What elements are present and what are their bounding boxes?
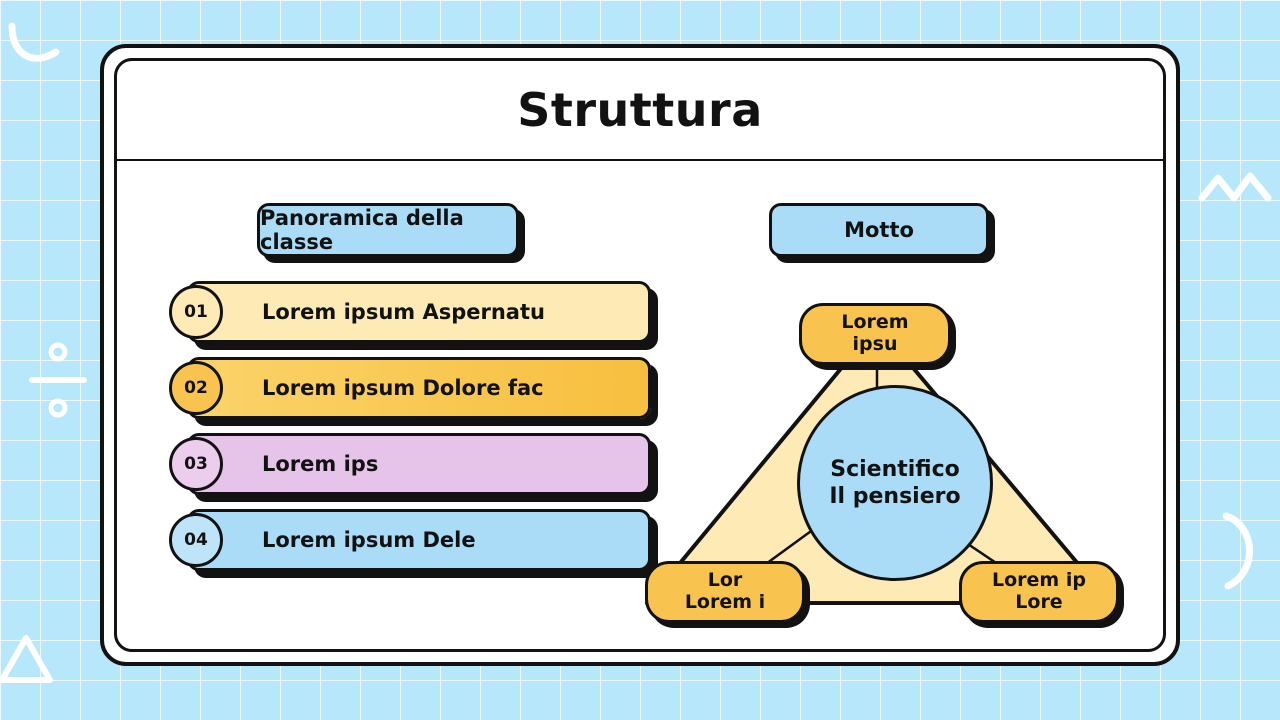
slide-inner xyxy=(114,58,1166,652)
list-item[interactable] xyxy=(169,357,669,419)
triangle-node-left[interactable] xyxy=(645,561,805,623)
list-item[interactable] xyxy=(169,509,669,571)
list-item-number: 03 xyxy=(169,437,223,491)
page-title: Struttura xyxy=(517,83,763,137)
list-item-label: Lorem ipsum Dele xyxy=(262,528,476,552)
list-item-number: 01 xyxy=(169,285,223,339)
arc-doodle-icon xyxy=(8,22,64,68)
triangle-node-top-line1: Lorem xyxy=(841,311,909,334)
list-item-label: Lorem ips xyxy=(262,452,379,476)
slide-frame xyxy=(100,44,1180,666)
triangle-diagram xyxy=(637,273,1157,652)
list-item-number: 04 xyxy=(169,513,223,567)
list-item-label: Lorem ipsum Aspernatu xyxy=(262,300,545,324)
triangle-node-right-line2: Lore xyxy=(1015,591,1063,613)
arc-right-doodle-icon xyxy=(1212,510,1270,592)
triangle-node-center-line2: Il pensiero xyxy=(829,484,961,509)
list-item-bar xyxy=(187,281,651,343)
numbered-list xyxy=(169,281,669,585)
section-heading-class-overview: Panoramica della classe xyxy=(257,203,519,257)
section-heading-motto: Motto xyxy=(769,203,989,257)
zigzag-doodle-icon xyxy=(1198,168,1280,212)
triangle-node-center[interactable] xyxy=(797,385,993,581)
triangle-node-top[interactable] xyxy=(799,303,951,365)
triangle-node-center-line1: Scientifico xyxy=(830,456,960,482)
slide-body xyxy=(117,161,1163,649)
triangle-node-left-line2: Lorem i xyxy=(684,591,766,613)
title-bar xyxy=(117,61,1163,161)
triangle-node-top-line2: ipsu xyxy=(852,333,898,355)
triangle-doodle-icon xyxy=(0,630,56,690)
triangle-node-left-line1: Lor xyxy=(707,569,743,592)
list-item[interactable] xyxy=(169,281,669,343)
list-item-bar xyxy=(187,433,651,495)
triangle-node-right-line1: Lorem ip xyxy=(992,569,1086,592)
list-item-label: Lorem ipsum Dolore fac xyxy=(262,376,544,400)
list-item[interactable] xyxy=(169,433,669,495)
triangle-node-right[interactable] xyxy=(959,561,1119,623)
list-item-bar xyxy=(187,509,651,571)
list-item-bar xyxy=(187,357,651,419)
division-sign-doodle-icon xyxy=(28,340,88,420)
list-item-number: 02 xyxy=(169,361,223,415)
